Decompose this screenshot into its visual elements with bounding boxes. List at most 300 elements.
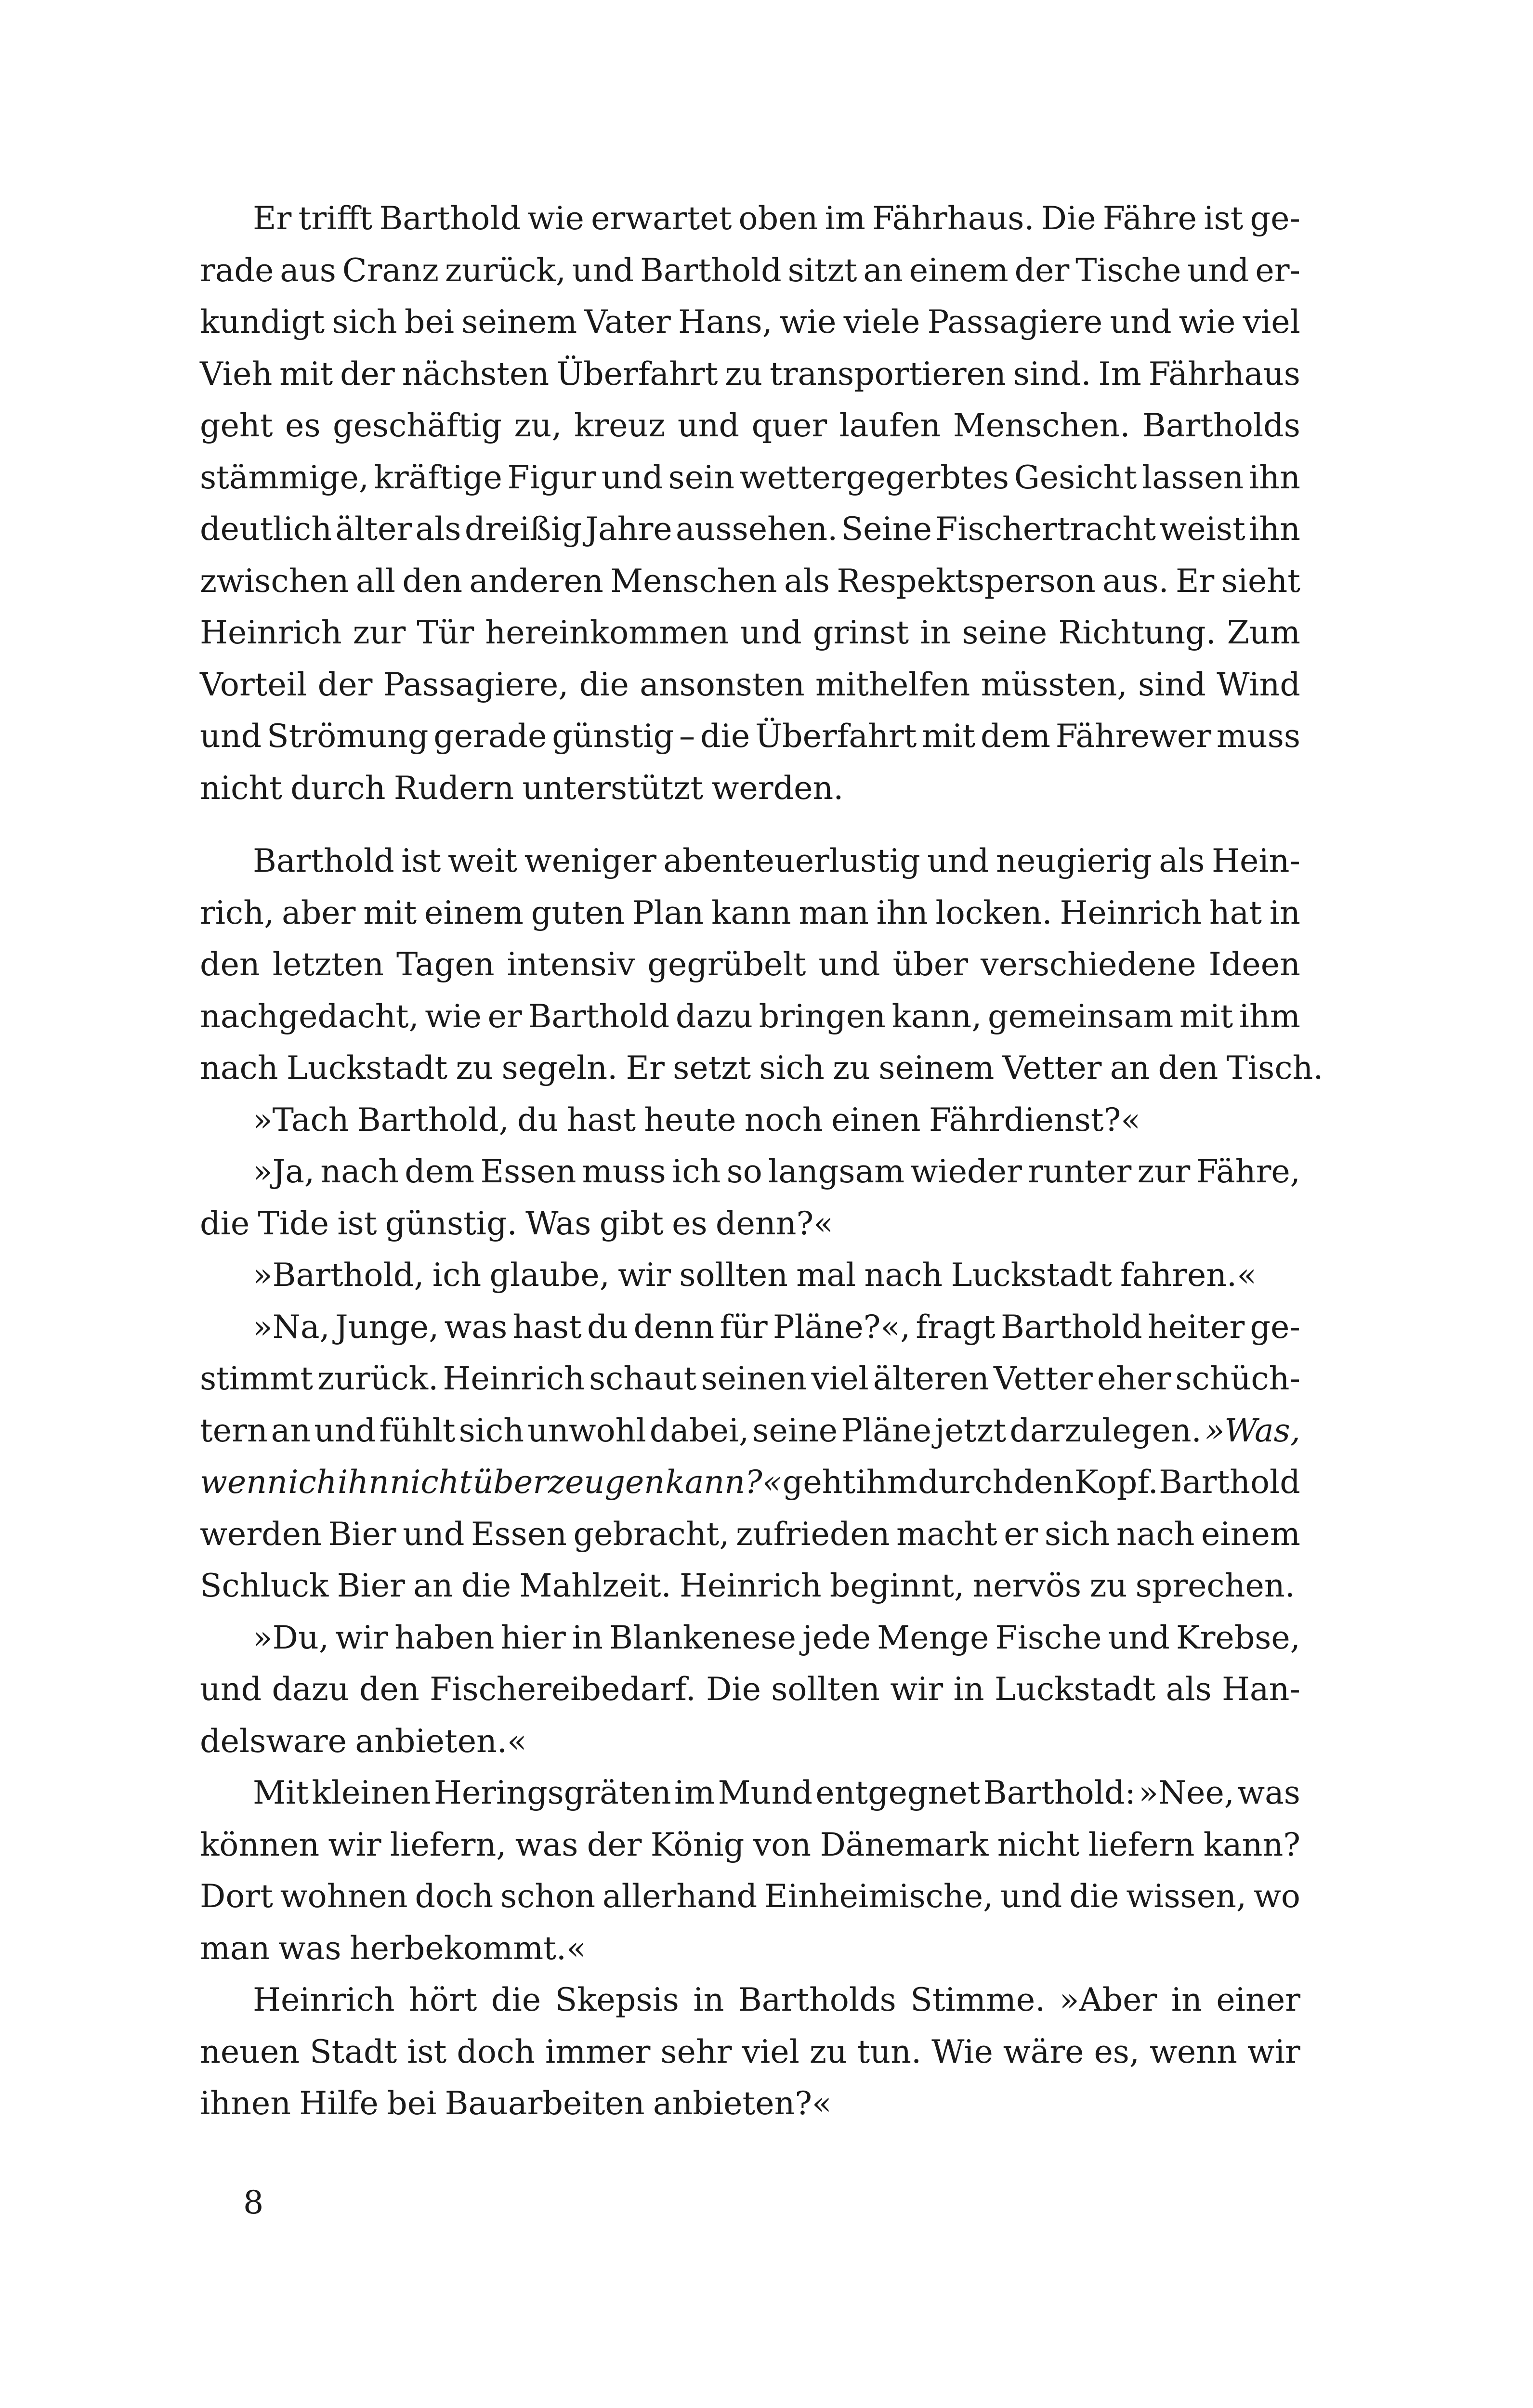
word: rade [200, 251, 274, 289]
text-line [200, 1560, 1300, 1612]
word: und [314, 1411, 376, 1449]
word: sind. [1013, 354, 1091, 393]
word: laufen [839, 406, 941, 444]
word: mit [363, 893, 417, 931]
word: doch [457, 2032, 536, 2070]
text-line [200, 245, 1300, 297]
word: Fischereibedarf. [430, 1670, 696, 1708]
word: erwartet [591, 199, 732, 237]
word: man [200, 1929, 270, 1967]
text-line [200, 887, 1300, 939]
word: älteren [873, 1360, 989, 1397]
word: werden. [711, 769, 844, 807]
word: Figur [507, 458, 597, 496]
word: Heinrich [253, 1981, 395, 2018]
word: dazu [675, 997, 753, 1035]
word: Menschen [610, 562, 777, 600]
word: verschiedene [981, 945, 1196, 983]
word: Tide [258, 1204, 329, 1242]
word: sitzt [787, 251, 857, 289]
word: geht [200, 406, 273, 444]
word: einem [424, 893, 524, 931]
word: Hilfe [299, 2084, 379, 2122]
text-line [200, 503, 1300, 555]
word: locken. [935, 893, 1052, 931]
word: nach [320, 1152, 399, 1190]
word: ist [401, 842, 441, 879]
word: Heinrich [680, 1567, 822, 1604]
word: schüch- [1175, 1360, 1300, 1397]
word: Krebse, [1176, 1618, 1300, 1656]
word: neugierig [996, 842, 1152, 879]
word: Rudern [393, 769, 514, 807]
word: und [1000, 1877, 1062, 1915]
word: die [1069, 1877, 1119, 1915]
text-line [200, 1042, 1323, 1094]
word: oben [738, 199, 818, 237]
word: Fährewer [1055, 717, 1212, 755]
word: durch [918, 1463, 1013, 1501]
word: Barthold [528, 997, 670, 1035]
word: hast [566, 1100, 636, 1139]
word: Barthold, [357, 1100, 509, 1139]
word: ihn [1249, 510, 1300, 548]
text-line [200, 1146, 1300, 1198]
word: über [892, 945, 969, 983]
word: ge- [1250, 1308, 1300, 1346]
word: wir [328, 1825, 381, 1863]
word: Stadt [310, 2032, 397, 2070]
word: Fährhaus. [872, 199, 1035, 237]
word: es, [1094, 2032, 1140, 2070]
word: in [953, 1670, 984, 1708]
word: Dort [200, 1877, 273, 1915]
word: guten [531, 893, 625, 931]
word: die [491, 1981, 541, 2018]
word: Heinrich [200, 614, 342, 651]
word: ansonsten [640, 665, 805, 703]
word: wie [527, 199, 584, 237]
word: Plan [632, 893, 704, 931]
word: zur [1137, 1152, 1191, 1190]
word: Blankenese [609, 1618, 797, 1656]
word: tun. [857, 2032, 922, 2070]
word: wieder [910, 1152, 1022, 1190]
word: können [200, 1825, 320, 1863]
word: Kopf. [1074, 1463, 1158, 1501]
word: der [587, 1825, 642, 1863]
word: als [784, 562, 830, 600]
word: tern [200, 1411, 268, 1449]
word: Ideen [1208, 945, 1300, 983]
word: zu [456, 1049, 494, 1086]
word: zu [1089, 1567, 1127, 1604]
word: Respektsperson [837, 562, 1096, 600]
word: den [1013, 1463, 1074, 1501]
word: wissen, [1126, 1877, 1247, 1915]
word: stämmige, [200, 458, 369, 496]
word: Passagiere [927, 303, 1103, 340]
word: in [572, 1618, 603, 1656]
word: Fährhaus [1148, 354, 1300, 393]
word: seinen [701, 1360, 807, 1397]
word: ich [432, 1256, 482, 1294]
word: Luckstadt [994, 1670, 1156, 1708]
word: an [1110, 1049, 1150, 1086]
word: gibt [599, 1204, 664, 1242]
word: nach [864, 1256, 943, 1294]
text-line [200, 555, 1300, 607]
word: ihm [856, 1463, 917, 1501]
word: wenn [1149, 2032, 1237, 2070]
word: in [1171, 1981, 1202, 2018]
word: die [579, 665, 629, 703]
word: überzeugen [472, 1463, 665, 1501]
word: Bartholds [1142, 406, 1300, 444]
word: haben [394, 1618, 495, 1656]
word: und [200, 1670, 262, 1708]
word: macht [896, 1515, 997, 1553]
word: trifft [298, 199, 373, 237]
word: heute [644, 1100, 736, 1139]
word: seine [962, 614, 1048, 651]
word: einem [909, 251, 1009, 289]
word: aus. [1102, 562, 1169, 600]
word: nach [200, 1049, 278, 1086]
word: hast [512, 1308, 582, 1346]
word: an [863, 251, 903, 289]
word: aus [280, 251, 336, 289]
word: für [720, 1308, 768, 1346]
word: was [444, 1308, 508, 1346]
word: günstig [552, 717, 674, 755]
word: Was [525, 1204, 591, 1242]
word: Wind [1217, 665, 1300, 703]
word: und [601, 458, 663, 496]
word: der [340, 354, 395, 393]
word: und [1187, 251, 1249, 289]
word: neuen [200, 2032, 300, 2070]
word: liefern, [390, 1825, 507, 1863]
word: ihnen [200, 2084, 291, 2122]
word: dem [980, 717, 1050, 755]
word: intensiv [507, 945, 635, 983]
word: bringen [759, 997, 886, 1035]
word: all [355, 562, 396, 600]
word: bei [404, 303, 455, 340]
text-line [200, 1353, 1300, 1405]
word: Gesicht [1014, 458, 1137, 496]
page-number: 8 [243, 2184, 264, 2221]
text-line [200, 659, 1300, 711]
word: einer [1216, 1981, 1300, 2018]
word: was [515, 1825, 578, 1863]
word: sich [459, 1411, 524, 1449]
word: »Nee, [1139, 1774, 1234, 1811]
word: du [587, 1308, 629, 1346]
text-line [200, 1612, 1300, 1664]
word: die [700, 717, 750, 755]
word: nachgedacht, [200, 997, 419, 1035]
word: älter [335, 510, 412, 548]
word: jetzt [934, 1411, 1007, 1449]
body-text [200, 193, 1323, 2130]
word: fühlt [379, 1411, 456, 1449]
text-line [200, 1456, 1300, 1508]
word: quer [751, 406, 827, 444]
word: einem [1201, 1515, 1300, 1553]
word: Fische [995, 1618, 1102, 1656]
word: weist [1159, 510, 1245, 548]
word: wir [618, 1256, 671, 1294]
word: Barthold [379, 199, 521, 237]
word: zwischen [200, 562, 349, 600]
word: Hein- [1211, 842, 1300, 879]
word: die [461, 1567, 511, 1604]
word: Einheimische, [764, 1877, 994, 1915]
word: und [200, 717, 262, 755]
word: Er [626, 1049, 665, 1086]
word: anbieten?« [653, 2084, 832, 2122]
word: seinem [878, 1049, 995, 1086]
text-line [200, 1198, 1300, 1250]
word: kann [711, 893, 791, 931]
word: im [825, 199, 865, 237]
word: denn [633, 1308, 715, 1346]
word: entgegnet [815, 1774, 981, 1811]
word: was [1237, 1774, 1300, 1811]
word: immer [545, 2032, 651, 2070]
word: so [726, 1152, 762, 1190]
word: nach [1116, 1515, 1195, 1553]
word: herbekommt.« [349, 1929, 586, 1967]
word: Seine [841, 510, 932, 548]
word: der [1014, 251, 1070, 289]
word: ihn [338, 1463, 389, 1501]
text-line [200, 2078, 1300, 2130]
word: liefern [1088, 1825, 1195, 1863]
text-line [200, 1249, 1300, 1301]
word: geht [782, 1463, 856, 1501]
word: sich [332, 303, 397, 340]
word: Heinrich [443, 1360, 585, 1397]
word: viel [1243, 303, 1300, 340]
word: Tür [417, 614, 474, 651]
word: beginnt, [829, 1567, 965, 1604]
text-line [200, 296, 1300, 348]
word: Bartholds [738, 1981, 896, 2018]
word: zu [809, 2032, 847, 2070]
text-line [200, 1767, 1300, 1819]
word: es [672, 1204, 708, 1242]
word: Tagen [396, 945, 495, 983]
word: »Barthold, [253, 1256, 424, 1294]
word: zufrieden [735, 1515, 890, 1553]
word: kräftige [374, 458, 502, 496]
word: Junge, [335, 1308, 439, 1346]
word: ge- [1250, 199, 1300, 237]
text-line [200, 1301, 1300, 1353]
text-line [200, 710, 1300, 762]
word: Mit [253, 1774, 309, 1811]
word: wäre [1003, 2032, 1084, 2070]
word: wettergegerbtes [739, 458, 1009, 496]
word: mithelfen [815, 665, 970, 703]
word: grinst [812, 614, 909, 651]
word: – [679, 717, 695, 755]
word: und [1110, 303, 1172, 340]
word: seine [752, 1411, 838, 1449]
word: an [413, 1567, 453, 1604]
word: gebracht, [573, 1515, 730, 1553]
word: wir [1247, 2032, 1300, 2070]
word: und [740, 614, 802, 651]
word: weniger [524, 842, 656, 879]
text-line [200, 2026, 1300, 2078]
word: Skepsis [555, 1981, 679, 2018]
word: Luckstadt [286, 1049, 448, 1086]
word: Er [253, 199, 292, 237]
word: in [920, 614, 951, 651]
word: Barthold: [983, 1774, 1136, 1811]
word: Überfahrt [556, 354, 718, 393]
word: der [317, 665, 373, 703]
word: ist [337, 1204, 377, 1242]
word: Strömung [267, 717, 429, 755]
text-line [200, 991, 1300, 1043]
word: viel [742, 2032, 799, 2070]
word: Vetter [1002, 1049, 1102, 1086]
word: Han- [1221, 1670, 1300, 1708]
word: nicht [390, 1463, 472, 1501]
word: allerhand [603, 1877, 758, 1915]
word: anderen [469, 562, 603, 600]
word: und [818, 945, 880, 983]
word: an [271, 1411, 311, 1449]
word: wo [1254, 1877, 1300, 1915]
word: segeln. [501, 1049, 618, 1086]
word: in [1269, 893, 1300, 931]
word: geschäftig [333, 406, 502, 444]
word: ist [1204, 199, 1244, 237]
word: rich, [200, 893, 275, 931]
word: transportieren [769, 354, 1006, 393]
word: ihn [876, 893, 928, 931]
word: sehr [660, 2032, 732, 2070]
word: Heinrich [1060, 893, 1202, 931]
word: »Na, [253, 1308, 330, 1346]
word: langsam [768, 1152, 905, 1190]
paragraph-gap [200, 814, 1300, 835]
word: ist [407, 2032, 447, 2070]
word: wie [425, 997, 482, 1035]
word: bei [387, 2084, 437, 2122]
word: den [359, 1670, 419, 1708]
word: nervös [972, 1567, 1082, 1604]
word: »Was, [1205, 1411, 1300, 1449]
word: sein [668, 458, 735, 496]
word: und [677, 406, 740, 444]
word: als [1159, 842, 1205, 879]
word: Er [1175, 562, 1215, 600]
word: Menschen. [953, 406, 1130, 444]
word: stimmt [200, 1360, 313, 1397]
word: noch [744, 1100, 823, 1139]
word: günstig. [385, 1204, 517, 1242]
word: zu [833, 1049, 871, 1086]
word: von [753, 1825, 812, 1863]
word: Fischertracht [935, 510, 1156, 548]
word: hört [409, 1981, 477, 2018]
word: schon [500, 1877, 596, 1915]
word: mit [922, 717, 976, 755]
text-line [200, 452, 1300, 504]
word: werden [200, 1515, 322, 1553]
word: mal [796, 1256, 856, 1294]
word: viel [811, 1360, 869, 1397]
word: kann, [891, 997, 982, 1035]
word: unterstützt [522, 769, 704, 807]
word: es [285, 406, 321, 444]
word: nicht [997, 1825, 1080, 1863]
word: durch [290, 769, 386, 807]
word: weit [447, 842, 518, 879]
word: Zum [1227, 614, 1300, 651]
word: Die [706, 1670, 761, 1708]
word: wenn [200, 1463, 288, 1501]
word: Bauarbeiten [445, 2084, 645, 2122]
word: ich [672, 1152, 721, 1190]
word: im [674, 1774, 715, 1811]
word: hier [500, 1618, 566, 1656]
word: Vieh [200, 354, 273, 393]
word: Hans, [678, 303, 773, 340]
word: und [572, 251, 634, 289]
word: zu, [514, 406, 562, 444]
word: Menge [877, 1618, 989, 1656]
word: doch [415, 1877, 494, 1915]
word: zurück. [317, 1360, 439, 1397]
word: Jahre [585, 510, 672, 548]
word: ihn [1248, 458, 1300, 496]
word: zur [353, 614, 406, 651]
word: ihm [1239, 997, 1300, 1035]
word: in [693, 1981, 724, 2018]
word: sprechen. [1135, 1567, 1295, 1604]
word: Fährdienst?« [929, 1100, 1140, 1139]
text-line [200, 400, 1300, 452]
word: fragt [916, 1308, 996, 1346]
word: denn?« [715, 1204, 833, 1242]
word: Richtung. [1058, 614, 1216, 651]
word: kreuz [574, 406, 666, 444]
word: man [799, 893, 869, 931]
word: nicht [200, 769, 282, 807]
word: Essen [480, 1152, 577, 1190]
word: unwohl [527, 1411, 646, 1449]
word: die [200, 1204, 250, 1242]
word: dazu [272, 1670, 349, 1708]
word: hat [1209, 893, 1262, 931]
word: Mahlzeit. [519, 1567, 671, 1604]
word: was [278, 1929, 341, 1967]
text-line [200, 1819, 1300, 1871]
word: kundigt [200, 303, 325, 340]
word: sich [759, 1049, 825, 1086]
text-line [200, 1405, 1300, 1457]
word: Dänemark [820, 1825, 989, 1863]
word: wir [890, 1670, 943, 1708]
